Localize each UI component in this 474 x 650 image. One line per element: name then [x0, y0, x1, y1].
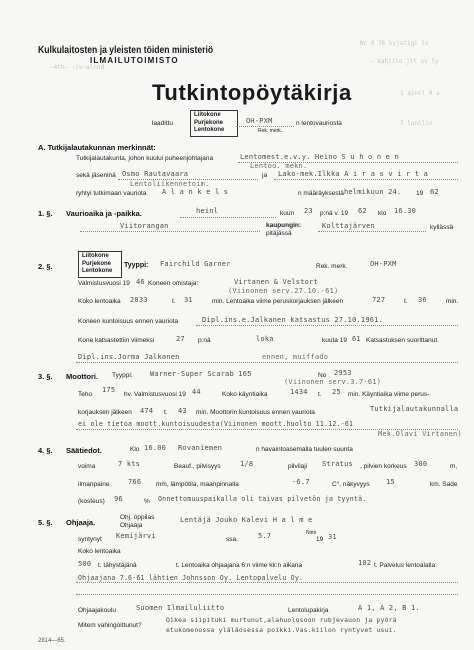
- koulu-value: Suomen Ilmailuliitto: [136, 604, 225, 612]
- lupa-value: A 1, A 2, B 1.: [358, 604, 420, 612]
- pilot-value: Lentäjä Jouko Kalevi H a l m e: [180, 516, 313, 524]
- mita-label: Mitem vahingoittunut?: [78, 622, 142, 629]
- koko-lento-label: Koko lentoaika: [78, 548, 121, 555]
- members-and: ja: [262, 172, 268, 179]
- koko-kaynti-label: Koko käyntiaika: [222, 391, 268, 398]
- members-label: sekä jäseninä: [76, 172, 116, 179]
- kosteus-value: 96: [114, 495, 123, 503]
- began-label: ryhtyi tutkimaan vauriota: [76, 190, 147, 197]
- mita-value-2: etukomenossa yläläosessa poikki.Vas.kiilon ryntyvet usui.: [166, 626, 397, 634]
- section-1-title: Vaurioaika ja -paikka.: [66, 209, 142, 218]
- synt-day: 5.7: [258, 532, 272, 540]
- klo-value: 16.00: [144, 444, 167, 452]
- office-name: ILMAILUTOIMISTO: [90, 56, 179, 65]
- ohj-label-b: Ohjaaja: [120, 522, 143, 529]
- ghost-text: 7 lunilio: [400, 120, 433, 127]
- dotted-line: [238, 162, 458, 163]
- kuuta-label: kuuta 19: [322, 337, 347, 344]
- section-5-num: 5. §.: [38, 518, 53, 527]
- klo-label: Klo: [130, 446, 140, 453]
- no-value: 2953: [334, 369, 352, 377]
- ghost-text: — kahjilo jit sv ly: [370, 58, 439, 65]
- mm-label: mm, lämpötila, maanpinnalla: [156, 481, 239, 488]
- section-1-num: 1. §.: [38, 209, 53, 218]
- nak-value: 15: [386, 478, 395, 486]
- klo-place: Rovaniemen: [178, 444, 223, 452]
- viime-h: 727: [372, 296, 386, 304]
- beauf-label: Beauf., pilvisyys: [174, 463, 221, 470]
- palvelus-value: Ohjaajana 7.6-61 lähtien Johnsson Oy. Lentopalvelu Oy.: [78, 574, 304, 582]
- valm-value: 44: [192, 388, 201, 396]
- owner-label: Koneen omistaja:: [148, 280, 199, 287]
- section-4-num: 4. §.: [38, 446, 53, 455]
- ghost-text: —4th— ~iv~alnnd: [50, 64, 105, 71]
- ssa-label: ssa.: [226, 536, 238, 543]
- section-3-title: Moottori.: [66, 372, 99, 381]
- owner-value: Virtanen & Velstort: [234, 278, 318, 286]
- dotted-line: [274, 179, 458, 180]
- type-option: Liitokone: [194, 112, 221, 118]
- koko-min: 31: [184, 296, 193, 304]
- place-b-value: Kolttajärven: [322, 222, 375, 230]
- pna-label: p:nä v. 19: [320, 210, 349, 217]
- chair-sub: Lentoo. mekn.: [250, 162, 308, 170]
- pna-label: p:nä: [198, 337, 211, 344]
- suorittanut-value: Dipl.ins.Jorma Jalkanen: [78, 353, 180, 361]
- page-title: Tutkintopöytäkirja: [152, 80, 352, 105]
- ghost-text: 1 ainil 0 a: [400, 90, 440, 97]
- syntynyt-label: syntynyt: [78, 536, 102, 543]
- koko-label: Koko lentoaika: [78, 298, 121, 305]
- type-option: Lentokone: [82, 268, 113, 274]
- type-label: Tyyppi:: [124, 262, 149, 269]
- koko-min: 25: [332, 388, 341, 396]
- koko-h: 2833: [130, 296, 148, 304]
- synt-place: Kemijärvi: [116, 532, 156, 540]
- teho-label: Teho: [78, 391, 93, 398]
- dotted-line: [76, 594, 458, 595]
- min-label: min. Lentoaika viime peruskorjauksen jälkeen: [212, 298, 344, 305]
- t-label: t.: [164, 409, 168, 416]
- dotted-line: [236, 126, 294, 127]
- katsastus-label: Kone katsastettiin viimeksi: [78, 337, 155, 344]
- type-option: Liitokone: [82, 253, 109, 259]
- kunto-label: Koneen kuntoisuus ennen vauriota: [78, 318, 179, 325]
- sade-text: Onnettomuuspaikalla oli taivas pilvetön ja tyyntä.: [158, 495, 367, 503]
- reg-label: Rek. merk.: [258, 128, 283, 134]
- type-value: Fairchild Garner: [160, 260, 231, 268]
- nimi-sub: Nimi: [306, 530, 316, 536]
- chair-value: Lentomest.e.v.y. Heino S u h o n e n: [240, 153, 399, 161]
- dotted-line: [76, 429, 458, 430]
- year-value: 62: [358, 207, 367, 215]
- day-value: 23: [304, 207, 313, 215]
- katsastus-day: 27: [176, 335, 185, 343]
- mita-value-1: Oikea siipituki murtunut,alahuolosoon rubjevauon ja pyörä: [166, 616, 397, 624]
- koko-lento-value: 500: [78, 560, 92, 568]
- no-sub: (Viinonen serv.3.7-61): [284, 378, 382, 386]
- hv-label: hv. Valmistusvuosi 19: [124, 391, 186, 398]
- ministry-name: Kulkulaitosten ja yleisten töiden ministeriö: [38, 44, 214, 56]
- aircraft-type-box: [190, 110, 238, 137]
- accident-label: n lentovauriosta: [296, 120, 342, 127]
- engine-type-value: Warner-Super Scarab 165: [150, 370, 252, 378]
- synt-year: 31: [328, 533, 337, 541]
- type-option: Lentokone: [194, 127, 225, 133]
- lampo-value: -6.7: [292, 478, 310, 486]
- min-end: min.: [446, 298, 459, 305]
- dotted-line: [76, 362, 458, 363]
- suorittanut-label: Katsastuksen suorittanut: [366, 337, 438, 344]
- katsastus-year: 61: [352, 335, 361, 343]
- korj-label: korjauksen jälkeen: [78, 409, 132, 416]
- teho-value: 175: [102, 386, 116, 394]
- korj-value: Tutkijalautakunnalla: [370, 405, 459, 413]
- reg-value: OH-PXM: [246, 117, 273, 125]
- time-value: heinl: [196, 207, 219, 215]
- c-label: C°, näkyvyys: [332, 481, 370, 488]
- korj-h: 474: [140, 407, 154, 415]
- dotted-line: [118, 179, 258, 180]
- palvelus-label: t. Palvelus lentoalalla:: [374, 562, 437, 569]
- t-label: t.: [404, 298, 408, 305]
- footer-code: 2814—65.: [38, 638, 66, 644]
- no-label: No: [318, 372, 327, 379]
- section-2-num: 2. §.: [38, 262, 53, 271]
- koko-kaynti-value: 1434: [290, 388, 308, 396]
- owner-sub: (Viinonen serv.27.10.-61): [228, 287, 339, 295]
- aircraft-type-box: [78, 251, 122, 278]
- klo-label: klo: [378, 210, 387, 217]
- pilvien-label: , pilvien korkeus: [360, 463, 407, 470]
- ohj-label-a: Ohj. oppilas: [120, 514, 155, 521]
- dotted-line: [180, 217, 276, 218]
- order-value: A l a n k e l s: [162, 188, 229, 196]
- t-label: t.: [318, 391, 322, 398]
- pitajassa-label: pitäjässä: [266, 230, 292, 237]
- t-label: t.: [172, 298, 176, 305]
- engine-note: ei ole tietoa moott.kuntoisuudesta(Viinonen moott.huolto 11.12.-61: [78, 420, 354, 428]
- valm-label: Valmistusvuosi 19: [78, 280, 130, 287]
- year-value: 62: [430, 188, 439, 196]
- km-label: km. Sade: [430, 481, 458, 488]
- engine-note-right: Mek.Olavi Virtanen): [378, 430, 462, 438]
- ghost-text: Nc 0 76 kyjatigi lo: [360, 40, 429, 47]
- havainto-label: n havaintoasemalla tuulen suunta: [256, 446, 353, 453]
- section-5-title: Ohjaaja.: [66, 518, 96, 527]
- chair-label: Tutkijalautakunta, johon kuului puheenjohtajana: [76, 155, 214, 162]
- rek-label: Rek. merk.: [316, 263, 348, 270]
- katsastus-month: loka: [256, 335, 274, 343]
- valm-value: 46: [136, 278, 145, 286]
- laadittu-label: laadittu: [152, 120, 173, 127]
- voima-label: voima: [78, 463, 96, 470]
- kosteus-label: (kosteus): [78, 498, 105, 505]
- kylassa-label: kyllässä: [430, 224, 454, 231]
- member-a-value: Osmo Rautavaara: [122, 170, 189, 178]
- dotted-line: [80, 231, 260, 232]
- voima-value: 7 kts: [118, 460, 141, 468]
- m-label: m,: [450, 463, 458, 470]
- pilvi-value: 1/8: [240, 460, 254, 468]
- dotted-line: [318, 231, 426, 232]
- pilvilaji-label: pilvilaji: [288, 463, 308, 470]
- kunto-value: Dipl.ins.e.Jalkanen katsastus 27.10.1961.: [202, 316, 383, 324]
- koulu-label: Ohjaajakoulu: [78, 607, 116, 614]
- korj-min: 43: [178, 407, 187, 415]
- type-option: Purjekone: [82, 260, 112, 267]
- dotted-line: [76, 582, 458, 583]
- viime-min: 36: [418, 296, 427, 304]
- section-a-title: A. Tutkijalautakunnan merkinnät:: [38, 143, 156, 152]
- member-b-value: Lako-mek.Ilkka A i r a s v i r t a: [278, 170, 429, 178]
- section-4-title: Säätiedot.: [66, 446, 102, 455]
- korj-text: min. Moottorin kuntoisuus ennen vauriota: [196, 409, 315, 416]
- pilvilaji-value: Stratus: [322, 460, 353, 468]
- section-3-num: 3. §.: [38, 372, 53, 381]
- pct-label: %: [144, 498, 150, 505]
- viimeksi-value: 102: [358, 559, 372, 567]
- suorittanut-extra: ennen, muiffado: [262, 353, 329, 361]
- kuun-label: kuun: [280, 210, 295, 217]
- dotted-line: [196, 325, 458, 326]
- order-label: n määräyksestä: [298, 190, 344, 197]
- korkeus-value: 300: [414, 460, 428, 468]
- member-sub: Lentoliikennetoim.: [130, 180, 210, 188]
- paine-value: 766: [128, 478, 142, 486]
- tahyst-label: t. tähystäjänä: [98, 562, 137, 569]
- rek-value: OH-PXM: [370, 260, 397, 268]
- engine-type-label: Tyyppi:: [112, 372, 133, 379]
- place-a-value: Viitorangan: [120, 222, 169, 230]
- clock-value: 16.30: [394, 207, 417, 215]
- type-option: Purjekone: [194, 119, 224, 126]
- synt-19: 19: [316, 536, 324, 543]
- year-label: 19: [416, 190, 424, 197]
- date-value: helmikuun 24.: [344, 188, 402, 196]
- lupa-label: Lentolupakirja: [288, 607, 329, 614]
- min-text: min. Käyntiaika viime perus-: [348, 391, 430, 398]
- kaupungin-label: kaupungin:: [266, 222, 302, 229]
- viimeksi-label: t. Lentoaika ohjaajana 6:n viime kk:n aikana: [176, 562, 303, 569]
- ilmanpaine-label: ilmanpaine: [78, 481, 110, 488]
